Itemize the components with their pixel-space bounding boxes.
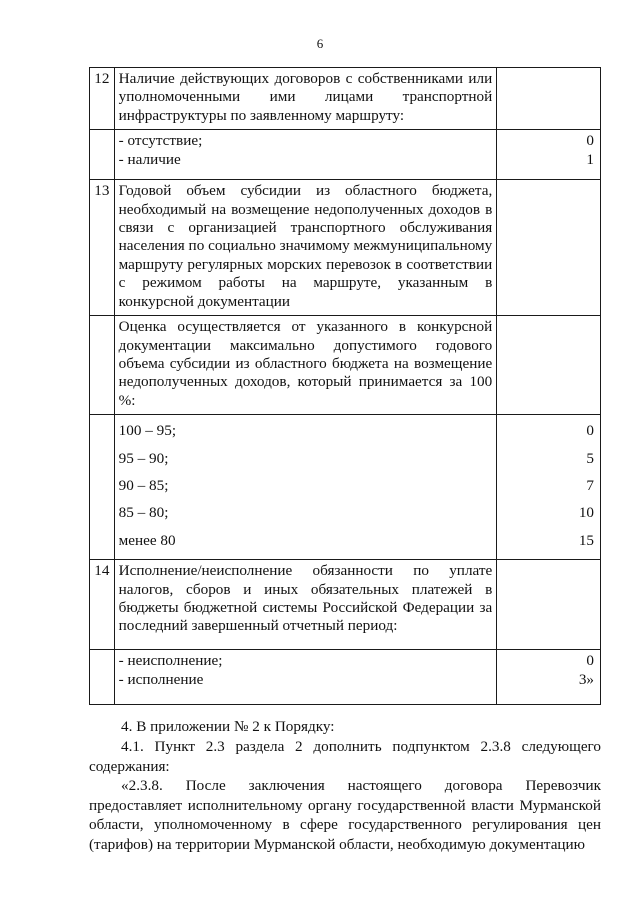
row-number-empty bbox=[90, 130, 115, 180]
range-item: 95 – 90; bbox=[118, 449, 169, 467]
row-number: 12 bbox=[90, 68, 115, 130]
score-value: 5 bbox=[586, 449, 594, 467]
row-number-empty bbox=[90, 415, 115, 560]
table-row bbox=[90, 180, 601, 316]
table-row bbox=[90, 68, 601, 130]
criteria-table bbox=[89, 67, 601, 705]
score-value: 0 bbox=[586, 652, 594, 670]
option-item: - наличие bbox=[118, 150, 181, 168]
score-cell bbox=[497, 180, 601, 316]
option-item: - отсутствие; bbox=[118, 132, 203, 150]
table-row bbox=[90, 316, 601, 415]
score-value: 0 bbox=[586, 132, 594, 150]
row-number: 13 bbox=[90, 180, 115, 316]
score-value: 7 bbox=[586, 477, 594, 495]
range-options bbox=[114, 415, 497, 560]
criterion-options bbox=[114, 130, 497, 180]
page-number: 6 bbox=[316, 36, 324, 51]
score-value: 0 bbox=[586, 422, 594, 440]
criterion-title: Наличие действующих договоров с собственниками или уполномоченными ими лицами транспортной инфраструктуры по заявленному маршруту: bbox=[114, 68, 497, 130]
score-list bbox=[497, 650, 601, 705]
table-row bbox=[90, 415, 601, 560]
row-number-empty bbox=[90, 650, 115, 705]
row-number: 14 bbox=[90, 560, 115, 650]
score-value: 1 bbox=[586, 150, 594, 168]
score-value: 10 bbox=[578, 504, 594, 522]
score-cell bbox=[497, 68, 601, 130]
range-item: 85 – 80; bbox=[118, 504, 169, 522]
range-item: 100 – 95; bbox=[118, 422, 177, 440]
score-list bbox=[497, 130, 601, 180]
score-cell bbox=[497, 316, 601, 415]
option-item: - неисполнение; bbox=[118, 652, 223, 670]
table-row bbox=[90, 130, 601, 180]
score-cell bbox=[497, 560, 601, 650]
score-value: 3» bbox=[578, 670, 594, 688]
score-value: 15 bbox=[578, 531, 594, 549]
table-row bbox=[90, 560, 601, 650]
table-row bbox=[90, 650, 601, 705]
option-item: - исполнение bbox=[118, 670, 204, 688]
paragraph: 4. В приложении № 2 к Порядку: bbox=[121, 718, 335, 735]
score-list bbox=[497, 415, 601, 560]
paragraph: 4.1. Пункт 2.3 раздела 2 дополнить подпунктом 2.3.8 следующего содержания: bbox=[89, 738, 601, 775]
range-item: 90 – 85; bbox=[118, 477, 169, 495]
criterion-title: Годовой объем субсидии из областного бюджета, необходимый на возмещение недополученных доходов в связи с организацией транспортного обслуживания населения по социально значимому межмуниципальному маршруту регулярных морских перевозок в соответствии с режимом работы на маршруте, указанным в конкурсной документации bbox=[114, 180, 497, 316]
paragraph: «2.3.8. После заключения настоящего договора Перевозчик предоставляет исполнительному органу государственной власти Мурманской области, уполномоченному в сфере государственного регулирования цен (тарифов) на территории Мурманской области, необходимую документацию bbox=[89, 777, 601, 853]
range-item: менее 80 bbox=[118, 531, 176, 549]
row-number-empty bbox=[90, 316, 115, 415]
criterion-note: Оценка осуществляется от указанного в конкурсной документации максимально допустимого годового объема субсидии из областного бюджета на возмещение недополученных доходов, который принимается за 100 %: bbox=[114, 316, 497, 415]
criterion-options bbox=[114, 650, 497, 705]
criterion-title: Исполнение/неисполнение обязанности по уплате налогов, сборов и иных обязательных платежей в бюджеты бюджетной системы Российской Федерации за последний завершенный отчетный период: bbox=[114, 560, 497, 650]
